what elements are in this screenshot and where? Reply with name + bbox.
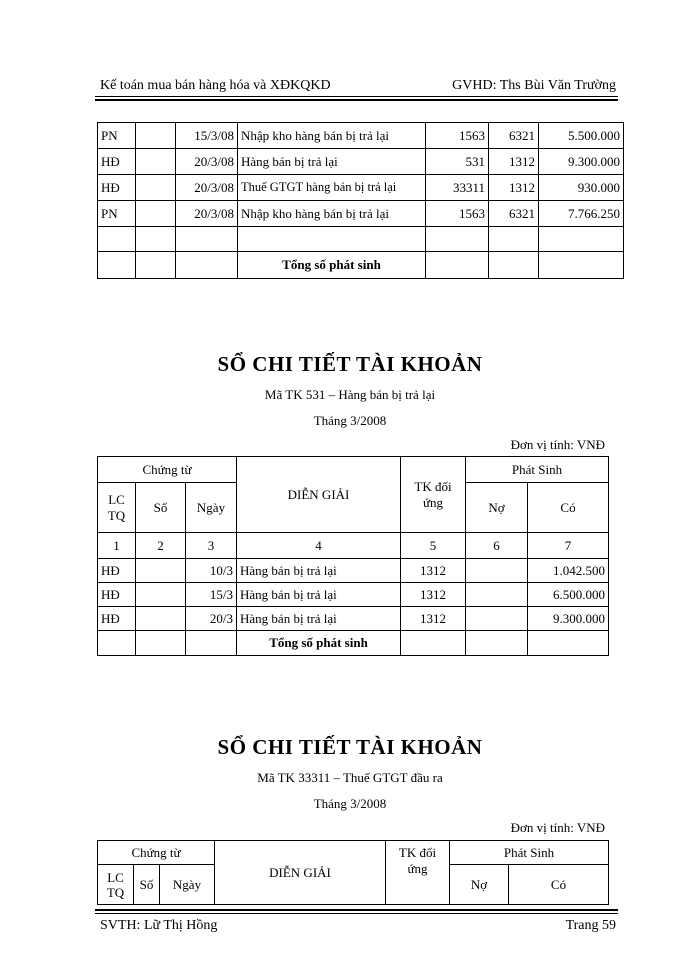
section2-subtitle: Mã TK 33311 – Thuế GTGT đầu ra — [257, 770, 443, 785]
footer-left: SVTH: Lữ Thị Hồng — [100, 918, 218, 933]
voucher-date: 10/3 — [186, 559, 237, 583]
total-row — [98, 631, 609, 656]
description: Hàng bán bị trả lại — [237, 559, 401, 583]
table-row — [98, 607, 609, 631]
voucher-date: 20/3/08 — [176, 149, 238, 175]
credit-amount: 9.300.000 — [528, 607, 609, 631]
lc-type: HĐ — [98, 607, 136, 631]
table-row — [98, 123, 624, 149]
col-number: 3 — [186, 533, 237, 559]
header-lc-tq: LC TQ — [98, 865, 134, 905]
col-number: 6 — [466, 533, 528, 559]
header-dien-giai: DIỄN GIẢI — [237, 457, 401, 533]
header-so: Số — [136, 483, 186, 533]
section2-month: Tháng 3/2008 — [313, 796, 387, 811]
header-ngay: Ngày — [160, 865, 215, 905]
amount: 7.766.250 — [539, 201, 624, 227]
debit-amount — [466, 583, 528, 607]
voucher-type: PN — [98, 201, 136, 227]
credit-account: 1312 — [489, 175, 539, 201]
debit-account: 1563 — [426, 201, 489, 227]
description: Hàng bán bị trả lại — [237, 607, 401, 631]
header-divider — [95, 96, 618, 97]
amount: 930.000 — [539, 175, 624, 201]
header-chung-tu: Chứng từ — [98, 841, 215, 865]
debit-account: 33311 — [426, 175, 489, 201]
section1-unit: Đơn vị tính: VNĐ — [510, 437, 605, 452]
voucher-date: 20/3/08 — [176, 175, 238, 201]
counter-account: 1312 — [401, 583, 466, 607]
footer-right: Trang 59 — [565, 918, 616, 933]
voucher-number — [136, 583, 186, 607]
footer-divider — [95, 913, 618, 914]
voucher-number — [136, 607, 186, 631]
top-ledger-table — [97, 122, 624, 279]
section1-subtitle: Mã TK 531 – Hàng bán bị trả lại — [264, 387, 436, 402]
credit-amount: 1.042.500 — [528, 559, 609, 583]
description: Nhập kho hàng bán bị trả lại — [238, 201, 426, 227]
table-row — [98, 583, 609, 607]
section2-title: SỔ CHI TIẾT TÀI KHOẢN — [217, 735, 483, 759]
voucher-date: 20/3/08 — [176, 201, 238, 227]
header-co: Có — [509, 865, 609, 905]
voucher-type: PN — [98, 123, 136, 149]
table-row — [98, 559, 609, 583]
header-no: Nợ — [450, 865, 509, 905]
column-number-row — [98, 533, 609, 559]
voucher-type: HĐ — [98, 175, 136, 201]
amount: 5.500.000 — [539, 123, 624, 149]
header-co: Có — [528, 483, 609, 533]
debit-account: 1563 — [426, 123, 489, 149]
counter-account: 1312 — [401, 559, 466, 583]
voucher-number — [136, 559, 186, 583]
col-number: 4 — [237, 533, 401, 559]
header-tk-doi-ung: TK đối ứng — [386, 841, 450, 905]
header-tk-doi-ung: TK đối ứng — [401, 457, 466, 533]
total-row — [98, 252, 624, 279]
footer-divider-thick — [95, 909, 618, 911]
description: Hàng bán bị trả lại — [237, 583, 401, 607]
voucher-date: 15/3/08 — [176, 123, 238, 149]
header-no: Nợ — [466, 483, 528, 533]
section1-month: Tháng 3/2008 — [313, 413, 387, 428]
credit-account: 1312 — [489, 149, 539, 175]
credit-account: 6321 — [489, 201, 539, 227]
voucher-number — [136, 175, 176, 201]
col-number: 1 — [98, 533, 136, 559]
header-left: Kế toán mua bán hàng hóa và XĐKQKD — [100, 78, 331, 93]
lc-type: HĐ — [98, 583, 136, 607]
col-number: 7 — [528, 533, 609, 559]
account-33311-table — [97, 840, 609, 905]
header-divider-thick — [95, 99, 618, 101]
voucher-number — [136, 201, 176, 227]
header-lc-tq: LC TQ — [98, 483, 136, 533]
total-label: Tổng số phát sinh — [238, 252, 426, 279]
table-row-empty — [98, 227, 624, 252]
header-right: GVHD: Ths Bùi Văn Trường — [452, 78, 616, 93]
description: Thuế GTGT hàng bán bị trả lại — [238, 175, 426, 201]
credit-amount: 6.500.000 — [528, 583, 609, 607]
table-row — [98, 201, 624, 227]
description: Hàng bán bị trả lại — [238, 149, 426, 175]
voucher-date: 20/3 — [186, 607, 237, 631]
section2-unit: Đơn vị tính: VNĐ — [510, 820, 605, 835]
header-phat-sinh: Phát Sinh — [466, 457, 609, 483]
total-label: Tổng số phát sinh — [237, 631, 401, 656]
debit-amount — [466, 607, 528, 631]
debit-account: 531 — [426, 149, 489, 175]
voucher-date: 15/3 — [186, 583, 237, 607]
description: Nhập kho hàng bán bị trả lại — [238, 123, 426, 149]
voucher-number — [136, 149, 176, 175]
table-row — [98, 175, 624, 201]
table-row — [98, 149, 624, 175]
section1-title: SỔ CHI TIẾT TÀI KHOẢN — [217, 352, 483, 376]
voucher-type: HĐ — [98, 149, 136, 175]
voucher-number — [136, 123, 176, 149]
header-dien-giai: DIỄN GIẢI — [215, 841, 386, 905]
credit-account: 6321 — [489, 123, 539, 149]
header-phat-sinh: Phát Sinh — [450, 841, 609, 865]
account-531-table — [97, 456, 609, 656]
header-ngay: Ngày — [186, 483, 237, 533]
header-chung-tu: Chứng từ — [98, 457, 237, 483]
col-number: 5 — [401, 533, 466, 559]
debit-amount — [466, 559, 528, 583]
header-so: Số — [134, 865, 160, 905]
lc-type: HĐ — [98, 559, 136, 583]
counter-account: 1312 — [401, 607, 466, 631]
col-number: 2 — [136, 533, 186, 559]
amount: 9.300.000 — [539, 149, 624, 175]
